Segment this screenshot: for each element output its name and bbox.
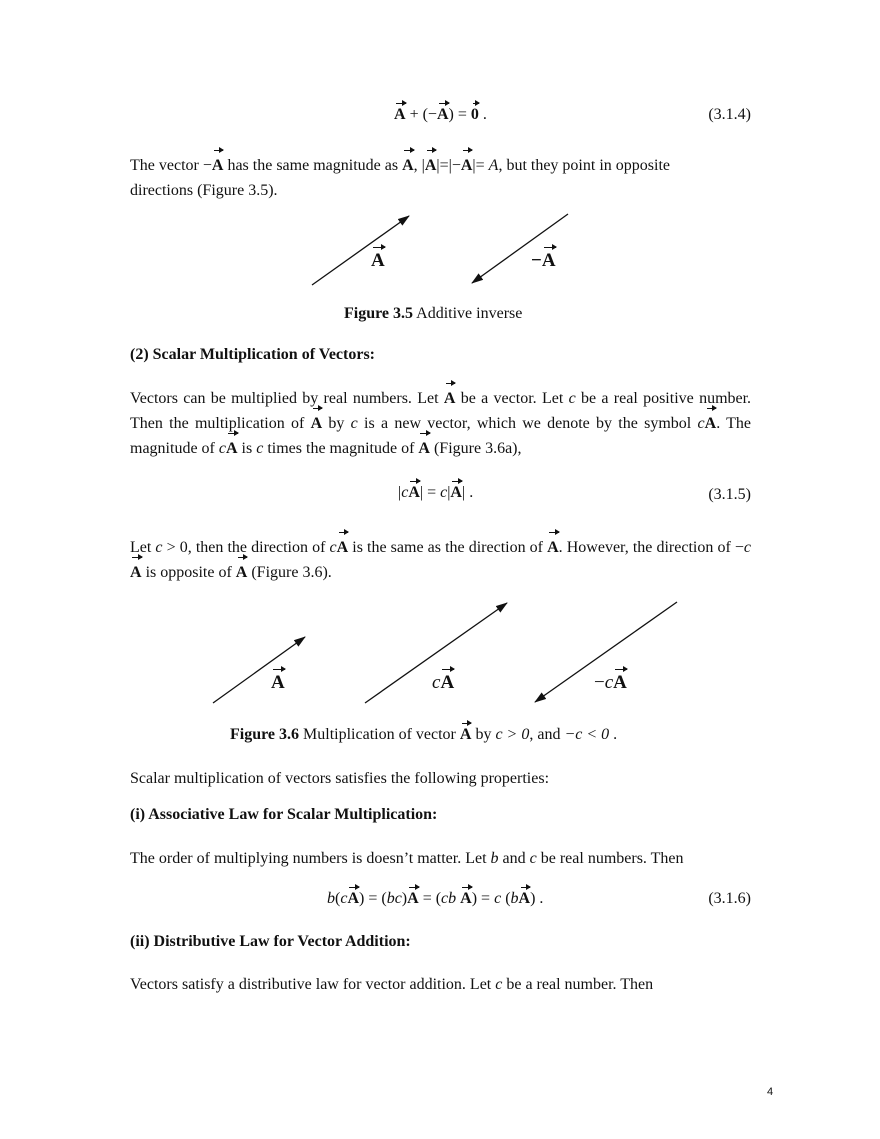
vector-neg-ca-label: −cA (594, 672, 627, 693)
paragraph-scalar-multiplication: Vectors can be multiplied by real numbers. Let A be a vector. Let c be a real positive number. Then the multiplication of A by c is a new vector, which we denote by the symbol cA. The magnitude of cA is c times the magnitude of A (Figure 3.6a), (130, 386, 751, 461)
vector-ca-label: cA (432, 672, 455, 693)
equation-number: (3.1.6) (708, 890, 751, 907)
figure-3-6-caption: Figure 3.6 Multiplication of vector A by c > 0, and −c < 0 . (230, 726, 618, 743)
vector-a-arrow (213, 637, 305, 703)
text: directions (Figure 3.5). (130, 182, 278, 199)
vector-a: A (394, 106, 406, 123)
vector-a-arrow (312, 216, 409, 285)
vector-neg-a-label: −A (531, 250, 556, 271)
vector-a-label: A (271, 672, 285, 693)
paragraph-associative: The order of multiplying numbers is doesn’t matter. Let b and c be real numbers. Then (130, 850, 684, 867)
section-heading-distributive-law: (ii) Distributive Law for Vector Addition: (130, 933, 411, 950)
paragraph-properties-intro: Scalar multiplication of vectors satisfies the following properties: (130, 770, 550, 787)
text: has the same magnitude as (227, 157, 399, 174)
vector-a: A (436, 106, 449, 123)
equation-3-1-5: |cA| = c|A| . (398, 484, 474, 501)
vector-a: A (461, 153, 473, 178)
zero-vector: 0 (470, 106, 479, 123)
equation-3-1-4: A + (−A) = 0 . (394, 106, 487, 123)
vector-a: A (425, 153, 437, 178)
section-heading-scalar-multiplication: (2) Scalar Multiplication of Vectors: (130, 346, 376, 363)
figure-3-5-caption: Figure 3.5 Additive inverse (344, 305, 523, 322)
equation-3-1-6: b(cA) = (bc)A = (cb A) = c (bA) . (327, 890, 544, 907)
vector-a: A (212, 153, 224, 178)
section-heading-associative-law: (i) Associative Law for Scalar Multiplication: (130, 806, 438, 823)
equation-number: (3.1.4) (708, 106, 751, 123)
paragraph-distributive: Vectors satisfy a distributive law for vector addition. Let c be a real number. Then (130, 976, 654, 993)
paragraph-direction: Let c > 0, then the direction of cA is the same as the direction of A. However, the direction of −cA is opposite of A (Figure 3.6). (130, 535, 751, 585)
text: The vector (130, 157, 199, 174)
text: but they point in opposite (506, 157, 670, 174)
equation-number: (3.1.5) (708, 486, 751, 503)
paragraph-additive-inverse: The vector −A has the same magnitude as A, |A|=|−A|= A, but they point in opposite directions (Figure 3.5). (130, 153, 751, 203)
vector-a-label: A (371, 250, 385, 271)
vector-a: A (402, 153, 414, 178)
page-number: 4 (767, 1086, 774, 1098)
